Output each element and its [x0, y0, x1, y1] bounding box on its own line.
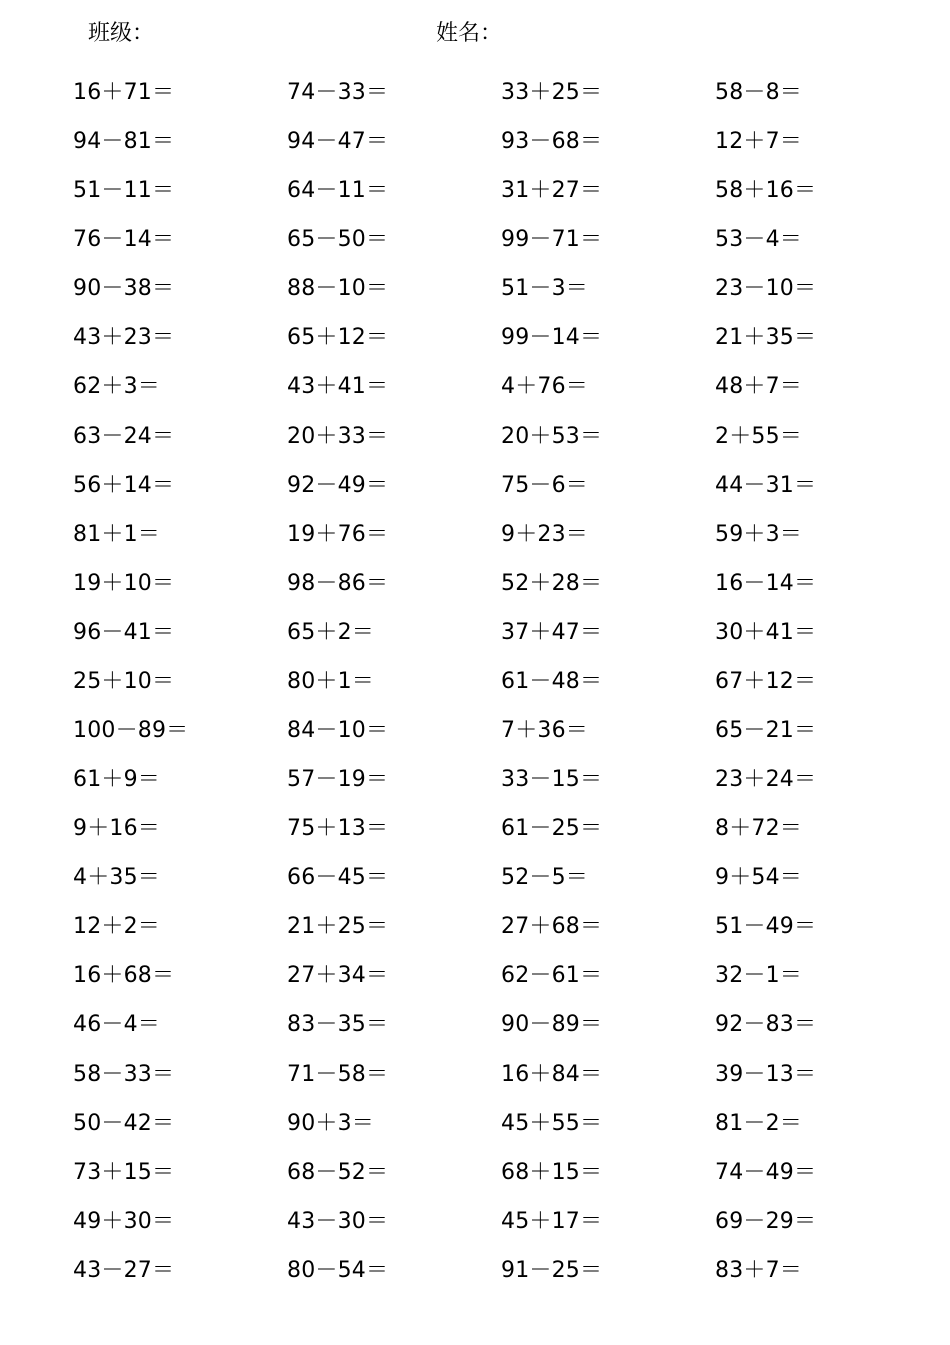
math-problem: 39－13＝	[715, 1061, 817, 1087]
math-problem: 20＋33＝	[287, 423, 389, 449]
math-problem: 91－25＝	[501, 1257, 603, 1283]
math-problem: 19＋10＝	[73, 570, 175, 596]
math-problem: 98－86＝	[287, 570, 389, 596]
math-problem: 27＋68＝	[501, 914, 603, 940]
math-problem: 80－54＝	[287, 1257, 389, 1283]
math-problem: 16－14＝	[715, 570, 817, 596]
math-problem: 93－68＝	[501, 129, 603, 155]
math-problem: 43＋41＝	[287, 374, 389, 400]
math-problem: 31＋27＝	[501, 178, 603, 204]
math-problem: 99－71＝	[501, 227, 603, 253]
math-problem: 12＋7＝	[715, 129, 802, 155]
math-problem: 99－14＝	[501, 325, 603, 351]
math-problem: 65＋12＝	[287, 325, 389, 351]
math-problem: 48＋7＝	[715, 374, 802, 400]
math-problem: 90＋3＝	[287, 1110, 374, 1136]
problem-row	[0, 706, 950, 755]
problem-row	[0, 68, 950, 117]
problem-row	[0, 1000, 950, 1049]
math-problem: 25＋10＝	[73, 668, 175, 694]
problem-row	[0, 215, 950, 264]
problem-row	[0, 559, 950, 608]
math-problem: 4＋76＝	[501, 374, 588, 400]
math-problem: 27＋34＝	[287, 963, 389, 989]
math-problem: 75＋13＝	[287, 816, 389, 842]
math-problem: 74－49＝	[715, 1159, 817, 1185]
math-problem: 100－89＝	[73, 718, 189, 744]
math-problem: 45＋55＝	[501, 1110, 603, 1136]
math-problem: 9＋16＝	[73, 816, 160, 842]
problem-row	[0, 117, 950, 166]
math-problem: 81－2＝	[715, 1110, 802, 1136]
math-problem: 61＋9＝	[73, 767, 160, 793]
worksheet-header	[0, 16, 950, 52]
math-problem: 51－49＝	[715, 914, 817, 940]
problem-row	[0, 755, 950, 804]
math-problem: 43＋23＝	[73, 325, 175, 351]
math-problem: 65＋2＝	[287, 619, 374, 645]
math-problem: 33－15＝	[501, 767, 603, 793]
problem-row	[0, 1197, 950, 1246]
math-problem: 57－19＝	[287, 767, 389, 793]
math-problem: 58＋16＝	[715, 178, 817, 204]
math-problem: 80＋1＝	[287, 668, 374, 694]
math-problem: 61－25＝	[501, 816, 603, 842]
math-problem: 7＋36＝	[501, 718, 588, 744]
math-problem: 43－27＝	[73, 1257, 175, 1283]
math-problem: 53－4＝	[715, 227, 802, 253]
math-problem: 49＋30＝	[73, 1208, 175, 1234]
math-problem: 32－1＝	[715, 963, 802, 989]
math-problem: 66－45＝	[287, 865, 389, 891]
problem-row	[0, 657, 950, 706]
problem-row	[0, 1246, 950, 1295]
math-problem: 21＋35＝	[715, 325, 817, 351]
math-problem: 2＋55＝	[715, 423, 802, 449]
problem-row	[0, 264, 950, 313]
math-problem: 92－49＝	[287, 472, 389, 498]
math-problem: 90－89＝	[501, 1012, 603, 1038]
math-problem: 65－50＝	[287, 227, 389, 253]
math-problem: 56＋14＝	[73, 472, 175, 498]
math-problem: 59＋3＝	[715, 521, 802, 547]
math-problem: 46－4＝	[73, 1012, 160, 1038]
problem-row	[0, 313, 950, 362]
problem-row	[0, 804, 950, 853]
math-problem: 45＋17＝	[501, 1208, 603, 1234]
math-problem: 73＋15＝	[73, 1159, 175, 1185]
problem-row	[0, 608, 950, 657]
problem-row	[0, 412, 950, 461]
math-problem: 9＋54＝	[715, 865, 802, 891]
math-problem: 90－38＝	[73, 276, 175, 302]
problem-row	[0, 1148, 950, 1197]
problem-row	[0, 166, 950, 215]
math-problem: 30＋41＝	[715, 619, 817, 645]
math-problem: 51－3＝	[501, 276, 588, 302]
problem-row	[0, 1099, 950, 1148]
math-problem: 4＋35＝	[73, 865, 160, 891]
math-problem: 96－41＝	[73, 619, 175, 645]
math-problem: 58－8＝	[715, 80, 802, 105]
math-problem: 51－11＝	[73, 178, 175, 204]
math-problem: 20＋53＝	[501, 423, 603, 449]
math-problem: 71－58＝	[287, 1061, 389, 1087]
math-problem: 52＋28＝	[501, 570, 603, 596]
math-problem: 16＋84＝	[501, 1061, 603, 1087]
math-problem: 62－61＝	[501, 963, 603, 989]
math-problem: 76－14＝	[73, 227, 175, 253]
math-problem: 23－10＝	[715, 276, 817, 302]
math-problem: 43－30＝	[287, 1208, 389, 1234]
math-problem: 64－11＝	[287, 178, 389, 204]
problem-row	[0, 951, 950, 1000]
problem-row	[0, 362, 950, 411]
math-problem: 63－24＝	[73, 423, 175, 449]
math-problem: 16＋68＝	[73, 963, 175, 989]
math-problem: 83＋7＝	[715, 1257, 802, 1283]
math-problem: 92－83＝	[715, 1012, 817, 1038]
math-problem: 65－21＝	[715, 718, 817, 744]
math-problem: 75－6＝	[501, 472, 588, 498]
math-problem: 44－31＝	[715, 472, 817, 498]
math-problem: 58－33＝	[73, 1061, 175, 1087]
math-problem: 94－47＝	[287, 129, 389, 155]
problem-row	[0, 1050, 950, 1099]
math-problem: 16＋71＝	[73, 80, 175, 105]
math-problem: 19＋76＝	[287, 521, 389, 547]
math-problem: 9＋23＝	[501, 521, 588, 547]
math-problem: 61－48＝	[501, 668, 603, 694]
math-problem: 74－33＝	[287, 80, 389, 105]
math-problem: 69－29＝	[715, 1208, 817, 1234]
math-problem: 12＋2＝	[73, 914, 160, 940]
math-problem: 67＋12＝	[715, 668, 817, 694]
math-problem: 88－10＝	[287, 276, 389, 302]
problem-grid	[0, 68, 950, 1295]
name-label: 姓名：	[436, 21, 503, 46]
math-problem: 23＋24＝	[715, 767, 817, 793]
class-label: 班级：	[88, 21, 155, 46]
math-problem: 84－10＝	[287, 718, 389, 744]
math-problem: 68－52＝	[287, 1159, 389, 1185]
math-problem: 33＋25＝	[501, 80, 603, 105]
math-problem: 8＋72＝	[715, 816, 802, 842]
math-problem: 52－5＝	[501, 865, 588, 891]
math-problem: 68＋15＝	[501, 1159, 603, 1185]
problem-row	[0, 853, 950, 902]
problem-row	[0, 461, 950, 510]
math-problem: 83－35＝	[287, 1012, 389, 1038]
math-problem: 81＋1＝	[73, 521, 160, 547]
problem-row	[0, 510, 950, 559]
math-problem: 37＋47＝	[501, 619, 603, 645]
math-problem: 62＋3＝	[73, 374, 160, 400]
math-problem: 21＋25＝	[287, 914, 389, 940]
math-problem: 50－42＝	[73, 1110, 175, 1136]
math-problem: 94－81＝	[73, 129, 175, 155]
problem-row	[0, 902, 950, 951]
